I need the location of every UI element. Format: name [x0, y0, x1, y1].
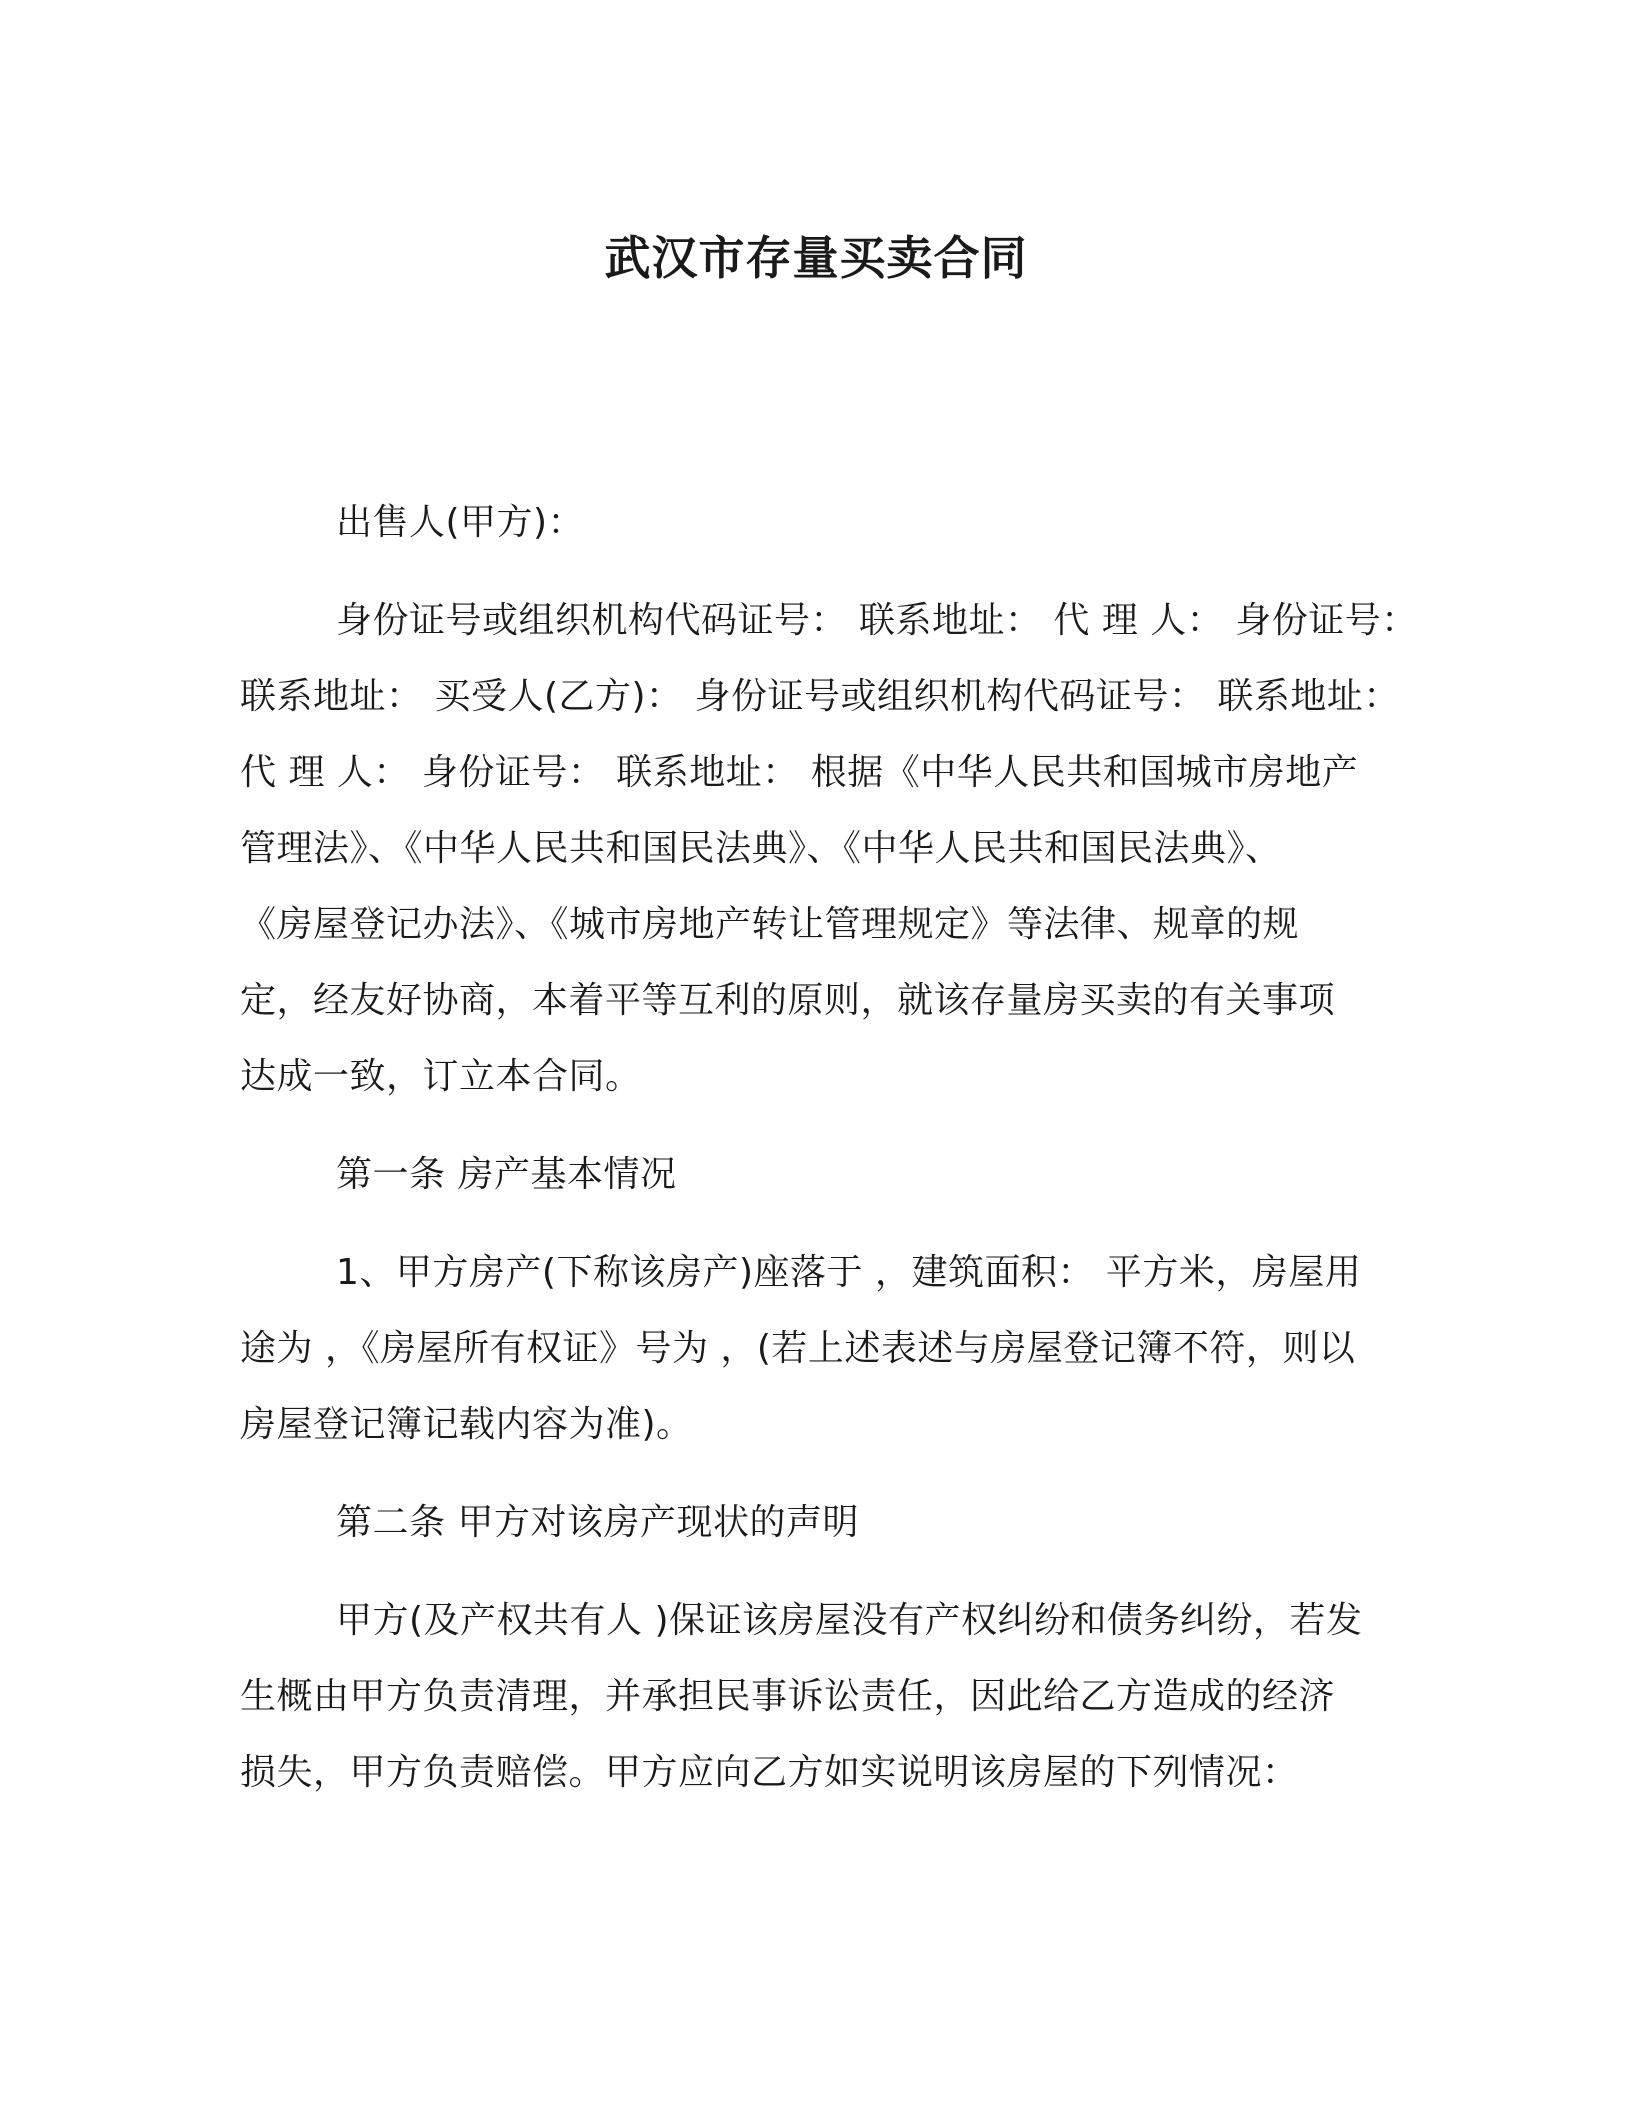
- seller-paragraph: [240, 485, 1392, 561]
- text-line: 第二条 甲方对该房产现状的声明: [336, 1502, 859, 1543]
- document-title: 武汉市存量买卖合同: [604, 231, 1028, 285]
- article-2-heading: [240, 1485, 1392, 1561]
- text-line: 房屋登记簿记载内容为准)。: [240, 1404, 693, 1445]
- text-line: 第一条 房产基本情况: [336, 1154, 677, 1195]
- document-body: [240, 485, 1418, 1833]
- text-line: 代 理 人： 身份证号： 联系地址： 根据《中华人民共和国城市房地产: [240, 752, 1359, 793]
- text-line: 定，经友好协商，本着平等互利的原则，就该存量房买卖的有关事项: [240, 980, 1336, 1021]
- text-line: 《房屋登记办法》、《城市房地产转让管理规定》等法律、规章的规: [240, 904, 1300, 945]
- article-1-heading: [240, 1137, 1392, 1213]
- text-line: 损失，甲方负责赔偿。甲方应向乙方如实说明该房屋的下列情况：: [240, 1752, 1299, 1793]
- text-line: 身份证号或组织机构代码证号： 联系地址： 代 理 人： 身份证号：: [336, 600, 1418, 641]
- text-line: 达成一致，订立本合同。: [240, 1056, 642, 1097]
- text-line: 1、甲方房产(下称该房产)座落于 ，建筑面积： 平方米，房屋用: [336, 1252, 1362, 1293]
- text-line: 出售人(甲方)：: [336, 502, 585, 543]
- article-2-body: [240, 1583, 1392, 1811]
- text-line: 途为 ，《房屋所有权证》号为 ，(若上述表述与房屋登记簿不符，则以: [240, 1328, 1356, 1369]
- text-line: 管理法》、《中华人民共和国民法典》、《中华人民共和国民法典》、: [240, 828, 1282, 869]
- parties-paragraph: [240, 583, 1418, 1115]
- text-line: 联系地址： 买受人(乙方)： 身份证号或组织机构代码证号： 联系地址：: [240, 676, 1400, 717]
- text-line: 甲方(及产权共有人 )保证该房屋没有产权纠纷和债务纠纷，若发: [336, 1600, 1363, 1641]
- text-line: 生概由甲方负责清理，并承担民事诉讼责任，因此给乙方造成的经济: [240, 1676, 1336, 1717]
- article-1-clause-1: [240, 1235, 1392, 1463]
